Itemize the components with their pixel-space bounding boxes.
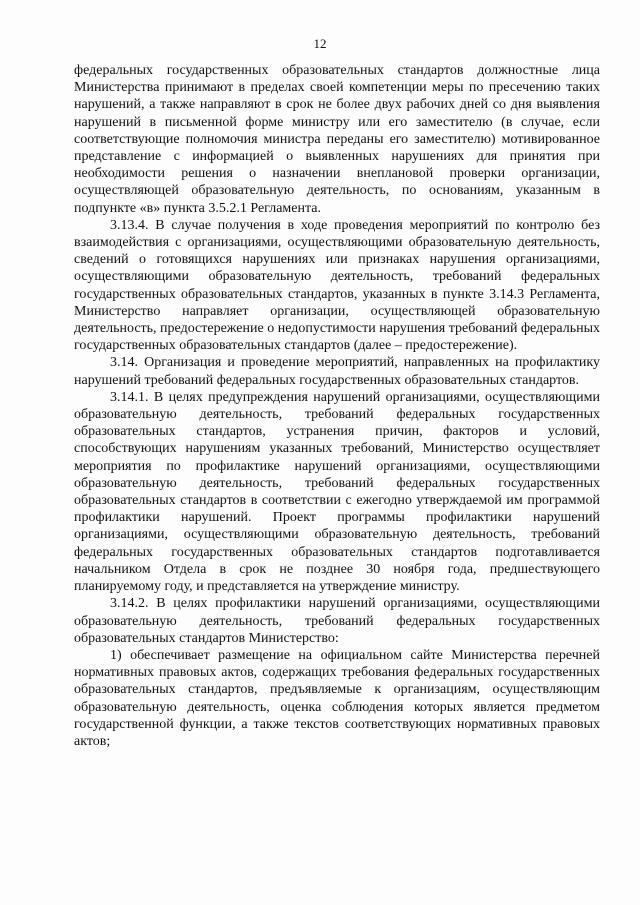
paragraph-3-13-4: 3.13.4. В случае получения в ходе проведения мероприятий по контролю без взаимодействия с организациями, осуществляющими образовательную деятельность, сведений о готовящихся нарушениях или признаках нарушения организациями, осуществляющими образовательную деятельность, требований федеральных государственных образовательных стандартов, указанных в пункте 3.14.3 Регламента, Министерство направляет организации, осуществляющей образовательную деятельность, предостережение о недопустимости нарушения требований федеральных государственных образовательных стандартов (далее – предостережение).: [74, 217, 600, 354]
list-item-1: 1) обеспечивает размещение на официальном сайте Министерства перечней нормативных правовых актов, содержащих требования федеральных государственных образовательных стандартов, предъявляемые к организациям, осуществляющим образовательную деятельность, оценка соблюдения которых является предметом государственной функции, а также текстов соответствующих нормативных правовых актов;: [74, 647, 600, 749]
paragraph-3-14-1: 3.14.1. В целях предупреждения нарушений организациями, осуществляющими образовательную деятельность, требований федеральных государственных образовательных стандартов, устранения причин, факторов и условий, способствующих нарушениям указанных требований, Министерство осуществляет мероприятия по профилактике нарушений организациями, осуществляющими образовательную деятельность, требований федеральных государственных образовательных стандартов в соответствии с ежегодно утверждаемой им программой профилактики нарушений. Проект программы профилактики нарушений организациями, осуществляющими образовательную деятельность, требований федеральных государственных образовательных стандартов подготавливается начальником Отдела в срок не позднее 30 ноября года, предшествующего планируемому году, и представляется на утверждение министру.: [74, 389, 600, 595]
page-number: 12: [313, 36, 327, 51]
paragraph-3-14-2: 3.14.2. В целях профилактики нарушений организациями, осуществляющими образовательную деятельность, требований федеральных государственных образовательных стандартов Министерство:: [74, 596, 600, 646]
paragraph-3-14: 3.14. Организация и проведение мероприятий, направленных на профилактику нарушений требований федеральных государственных образовательных стандартов.: [74, 355, 600, 388]
document-body: [74, 62, 600, 750]
paragraph-continuation: федеральных государственных образовательных стандартов должностные лица Министерства принимают в пределах своей компетенции меры по пресечению таких нарушений, а также направляют в срок не более двух рабочих дней со дня выявления нарушений в письменной форме министру или его заместителю (в случае, если соответствующие полномочия министра переданы его заместителю) мотивированное представление с информацией о выявленных нарушениях для принятия при необходимости решения о назначении внеплановой проверки организации, осуществляющей образовательную деятельность, по основаниям, указанным в подпункте «в» пункта 3.5.2.1 Регламента.: [74, 63, 600, 216]
